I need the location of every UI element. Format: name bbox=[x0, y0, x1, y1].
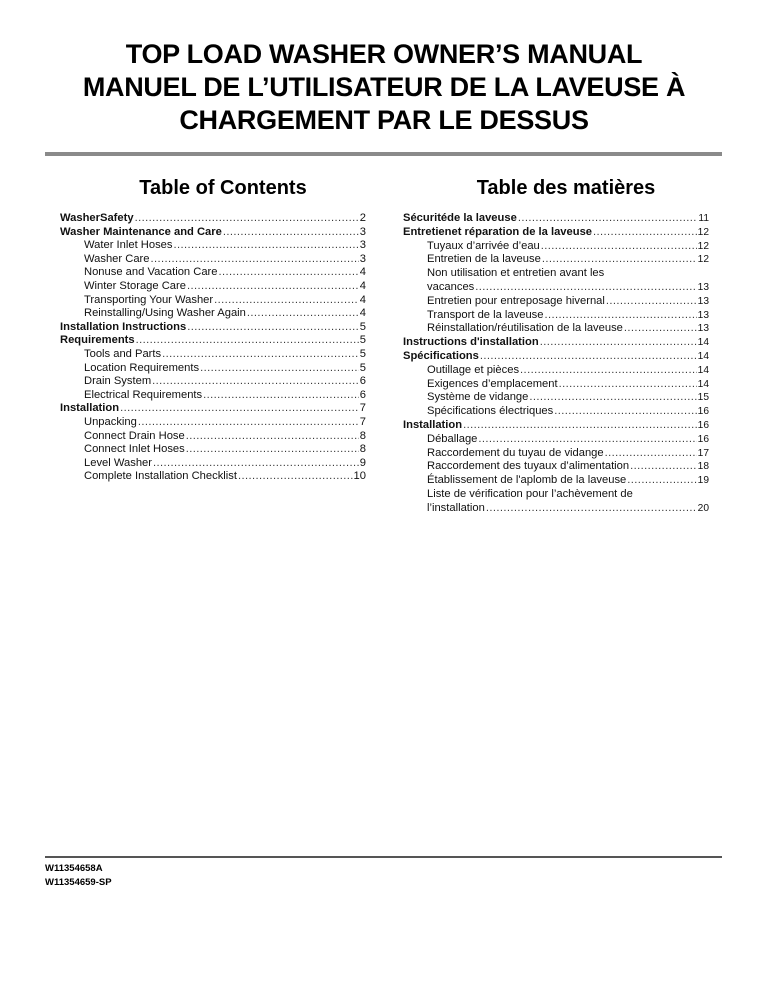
toc-entry-page: 20 bbox=[697, 502, 709, 514]
toc-entry-page: 3 bbox=[359, 225, 366, 238]
toc-entry-label: Electrical Requirements bbox=[84, 388, 203, 401]
dot-leader bbox=[475, 281, 696, 295]
dot-leader bbox=[540, 336, 697, 350]
toc-entry-page: 8 bbox=[359, 429, 366, 442]
toc-entry[interactable] bbox=[403, 474, 709, 488]
toc-entry-page: 5 bbox=[359, 334, 366, 347]
toc-entry-label: Entretienet réparation de la laveuse bbox=[403, 225, 593, 238]
title-divider bbox=[45, 152, 722, 156]
toc-entry[interactable] bbox=[60, 321, 366, 335]
toc-entry-page: 8 bbox=[359, 443, 366, 456]
toc-entry-label: Level Washer bbox=[84, 456, 152, 469]
toc-entry-page: 18 bbox=[697, 461, 709, 473]
dot-leader bbox=[520, 364, 697, 378]
toc-entry-label: Transporting Your Washer bbox=[84, 293, 214, 306]
toc-entry-label: Connect Inlet Hoses bbox=[84, 443, 185, 456]
toc-entry-label: Tools and Parts bbox=[84, 347, 162, 360]
toc-entry[interactable] bbox=[60, 226, 366, 240]
toc-entry-label: Non utilisation et entretien avant les bbox=[427, 267, 605, 280]
toc-entry-label: Washer Maintenance and Care bbox=[60, 225, 222, 238]
dot-leader bbox=[162, 348, 359, 362]
toc-entry-page: 14 bbox=[697, 364, 709, 376]
toc-entry[interactable] bbox=[60, 307, 366, 321]
toc-entry-label-continued: l’installation bbox=[427, 501, 485, 514]
dot-leader bbox=[136, 334, 359, 348]
document-codes bbox=[45, 862, 112, 890]
toc-entry[interactable] bbox=[60, 443, 366, 457]
toc-entry-label: Installation bbox=[403, 418, 463, 431]
toc-entry-label: Raccordement des tuyaux d’alimentation bbox=[427, 460, 630, 473]
toc-entry-page: 17 bbox=[697, 447, 709, 459]
toc-entry[interactable] bbox=[403, 295, 709, 309]
footer-divider bbox=[45, 856, 722, 858]
toc-entry-page: 5 bbox=[359, 320, 366, 333]
toc-entry[interactable] bbox=[60, 266, 366, 280]
toc-entry-page: 13 bbox=[697, 281, 709, 293]
toc-entry[interactable] bbox=[403, 378, 709, 392]
dot-leader bbox=[187, 280, 359, 294]
toc-entry-page: 4 bbox=[359, 293, 366, 306]
dot-leader bbox=[174, 239, 359, 253]
toc-entry-page: 3 bbox=[359, 252, 366, 265]
dot-leader bbox=[630, 460, 697, 474]
toc-entry-page: 10 bbox=[353, 470, 366, 483]
toc-entry[interactable] bbox=[60, 239, 366, 253]
toc-entry[interactable] bbox=[403, 447, 709, 461]
dot-leader bbox=[529, 391, 696, 405]
toc-entry[interactable] bbox=[403, 240, 709, 254]
dot-leader bbox=[605, 447, 697, 461]
toc-entry-page: 12 bbox=[697, 240, 709, 252]
toc-entry-page: 12 bbox=[697, 226, 709, 238]
toc-entry-page: 6 bbox=[359, 375, 366, 388]
toc-entry-label: Outillage et pièces bbox=[427, 363, 520, 376]
toc-entry[interactable] bbox=[60, 334, 366, 348]
toc-entry-page: 4 bbox=[359, 307, 366, 320]
toc-entry-page: 16 bbox=[697, 433, 709, 445]
toc-english-list bbox=[60, 212, 366, 484]
toc-entry-page: 11 bbox=[698, 213, 709, 224]
toc-entry-label: Établissement de l'aplomb de la laveuse bbox=[427, 474, 627, 487]
dot-leader bbox=[186, 443, 359, 457]
toc-french bbox=[403, 176, 709, 516]
toc-entry[interactable] bbox=[60, 375, 366, 389]
toc-entry[interactable] bbox=[403, 364, 709, 378]
dot-leader bbox=[559, 378, 697, 392]
toc-entry-label: Connect Drain Hose bbox=[84, 429, 185, 442]
toc-entry-label: Installation bbox=[60, 402, 120, 415]
toc-entry-label: Instructions d'installation bbox=[403, 336, 539, 349]
toc-entry[interactable] bbox=[60, 212, 366, 226]
toc-entry-page: 14 bbox=[697, 378, 709, 390]
toc-entry[interactable] bbox=[403, 226, 709, 240]
dot-leader bbox=[606, 295, 697, 309]
dot-leader bbox=[153, 457, 359, 471]
toc-entry-page: 19 bbox=[697, 475, 709, 487]
dot-leader bbox=[219, 266, 359, 280]
toc-entry-label: Entretien de la laveuse bbox=[427, 253, 541, 266]
toc-entry[interactable] bbox=[403, 212, 709, 226]
dot-leader bbox=[463, 419, 697, 433]
part-number: W11354658A bbox=[45, 863, 103, 874]
toc-entry[interactable] bbox=[60, 253, 366, 267]
toc-entry[interactable] bbox=[403, 253, 709, 267]
toc-entry[interactable] bbox=[403, 419, 709, 433]
toc-entry-label: Reinstalling/Using Washer Again bbox=[84, 307, 246, 320]
toc-entry-label: Requirements bbox=[60, 334, 135, 347]
dot-leader bbox=[554, 405, 696, 419]
toc-entry-label: Sécuritéde la laveuse bbox=[403, 212, 517, 224]
toc-entry-label: Liste de vérification pour l’achèvement de bbox=[427, 487, 633, 500]
part-number: W11354659-SP bbox=[45, 877, 112, 888]
toc-entry[interactable] bbox=[60, 470, 366, 484]
toc-entry-page: 13 bbox=[697, 309, 709, 321]
dot-leader bbox=[214, 294, 359, 308]
toc-entry[interactable] bbox=[403, 391, 709, 405]
toc-entry-label: Installation Instructions bbox=[60, 320, 187, 333]
dot-leader bbox=[138, 416, 359, 430]
toc-entry-label: Complete Installation Checklist bbox=[84, 470, 237, 483]
toc-entry[interactable] bbox=[403, 322, 709, 336]
toc-entry-label: Entretien pour entreposage hivernal bbox=[427, 294, 605, 307]
toc-entry-page: 7 bbox=[359, 415, 366, 428]
toc-entry-label: Système de vidange bbox=[427, 391, 529, 404]
toc-entry-label: Raccordement du tuyau de vidange bbox=[427, 446, 604, 459]
toc-entry-label: Location Requirements bbox=[84, 361, 200, 374]
toc-french-list bbox=[403, 212, 709, 516]
toc-entry-label-continued: vacances bbox=[427, 280, 475, 293]
dot-leader bbox=[480, 350, 697, 364]
toc-entry-page: 14 bbox=[697, 337, 709, 349]
toc-entry[interactable] bbox=[60, 430, 366, 444]
toc-english bbox=[60, 176, 366, 484]
dot-leader bbox=[478, 433, 696, 447]
dot-leader bbox=[203, 389, 359, 403]
toc-entry-label: Réinstallation/réutilisation de la laveuse bbox=[427, 322, 623, 335]
toc-entry-page: 13 bbox=[697, 295, 709, 307]
manual-title-line-2: MANUEL DE L’UTILISATEUR DE LA LAVEUSE À bbox=[82, 72, 686, 102]
toc-entry-label: Nonuse and Vacation Care bbox=[84, 266, 218, 279]
dot-leader bbox=[545, 309, 697, 323]
toc-french-heading: Table des matières bbox=[476, 177, 656, 199]
toc-entry-page: 16 bbox=[697, 419, 709, 431]
toc-entry-label: Unpacking bbox=[84, 415, 137, 428]
toc-entry[interactable] bbox=[60, 362, 366, 376]
manual-title-line-3: CHARGEMENT PAR LE DESSUS bbox=[179, 105, 589, 135]
toc-entry-label: Tuyaux d’arrivée d’eau bbox=[427, 239, 540, 252]
toc-entry-label: WasherSafety bbox=[60, 212, 134, 224]
manual-title-line-1: TOP LOAD WASHER OWNER’S MANUAL bbox=[125, 39, 643, 69]
toc-entry-page: 4 bbox=[359, 266, 366, 279]
dot-leader bbox=[187, 321, 359, 335]
toc-entry-label: Washer Care bbox=[84, 252, 150, 265]
toc-entry[interactable] bbox=[60, 389, 366, 403]
dot-leader bbox=[186, 430, 359, 444]
toc-entry[interactable] bbox=[60, 294, 366, 308]
dot-leader bbox=[200, 362, 359, 376]
toc-entry-label: Transport de la laveuse bbox=[427, 308, 544, 321]
toc-entry-page: 13 bbox=[697, 323, 709, 335]
dot-leader bbox=[542, 253, 697, 267]
dot-leader bbox=[541, 240, 697, 254]
toc-entry-label: Water Inlet Hoses bbox=[84, 239, 173, 252]
dot-leader bbox=[152, 375, 359, 389]
toc-entry-page: 2 bbox=[359, 212, 366, 224]
toc-entry[interactable] bbox=[403, 350, 709, 364]
dot-leader bbox=[238, 470, 353, 484]
dot-leader bbox=[593, 226, 697, 240]
toc-entry-page: 6 bbox=[359, 388, 366, 401]
toc-entry[interactable] bbox=[403, 488, 709, 516]
dot-leader bbox=[151, 253, 359, 267]
dot-leader bbox=[135, 212, 359, 226]
toc-entry[interactable] bbox=[403, 267, 709, 295]
toc-entry[interactable] bbox=[403, 405, 709, 419]
dot-leader bbox=[486, 502, 697, 516]
toc-entry-label: Exigences d’emplacement bbox=[427, 377, 558, 390]
toc-entry-page: 16 bbox=[697, 406, 709, 418]
toc-entry[interactable] bbox=[60, 402, 366, 416]
toc-entry-page: 15 bbox=[697, 392, 709, 404]
dot-leader bbox=[518, 212, 698, 226]
manual-title bbox=[0, 38, 768, 137]
dot-leader bbox=[627, 474, 696, 488]
toc-entry-label: Spécifications bbox=[403, 349, 479, 362]
toc-entry[interactable] bbox=[60, 416, 366, 430]
toc-entry[interactable] bbox=[60, 348, 366, 362]
toc-entry[interactable] bbox=[403, 460, 709, 474]
dot-leader bbox=[247, 307, 359, 321]
toc-entry-label: Drain System bbox=[84, 375, 152, 388]
dot-leader bbox=[223, 226, 359, 240]
toc-entry-page: 7 bbox=[359, 402, 366, 415]
toc-entry[interactable] bbox=[60, 280, 366, 294]
toc-entry-page: 12 bbox=[697, 254, 709, 266]
toc-english-heading: Table of Contents bbox=[139, 177, 307, 199]
toc-entry-page: 4 bbox=[359, 279, 366, 292]
toc-entry-page: 9 bbox=[359, 456, 366, 469]
toc-entry-label: Winter Storage Care bbox=[84, 279, 186, 292]
toc-entry[interactable] bbox=[403, 433, 709, 447]
toc-entry[interactable] bbox=[403, 336, 709, 350]
dot-leader bbox=[624, 322, 697, 336]
toc-entry-page: 14 bbox=[697, 350, 709, 362]
toc-entry-page: 3 bbox=[359, 239, 366, 252]
toc-entry-page: 5 bbox=[359, 361, 366, 374]
toc-entry-label: Spécifications électriques bbox=[427, 405, 554, 418]
toc-entry[interactable] bbox=[60, 457, 366, 471]
toc-entry[interactable] bbox=[403, 309, 709, 323]
toc-entry-label: Déballage bbox=[427, 432, 478, 445]
dot-leader bbox=[120, 402, 359, 416]
toc-entry-page: 5 bbox=[359, 347, 366, 360]
